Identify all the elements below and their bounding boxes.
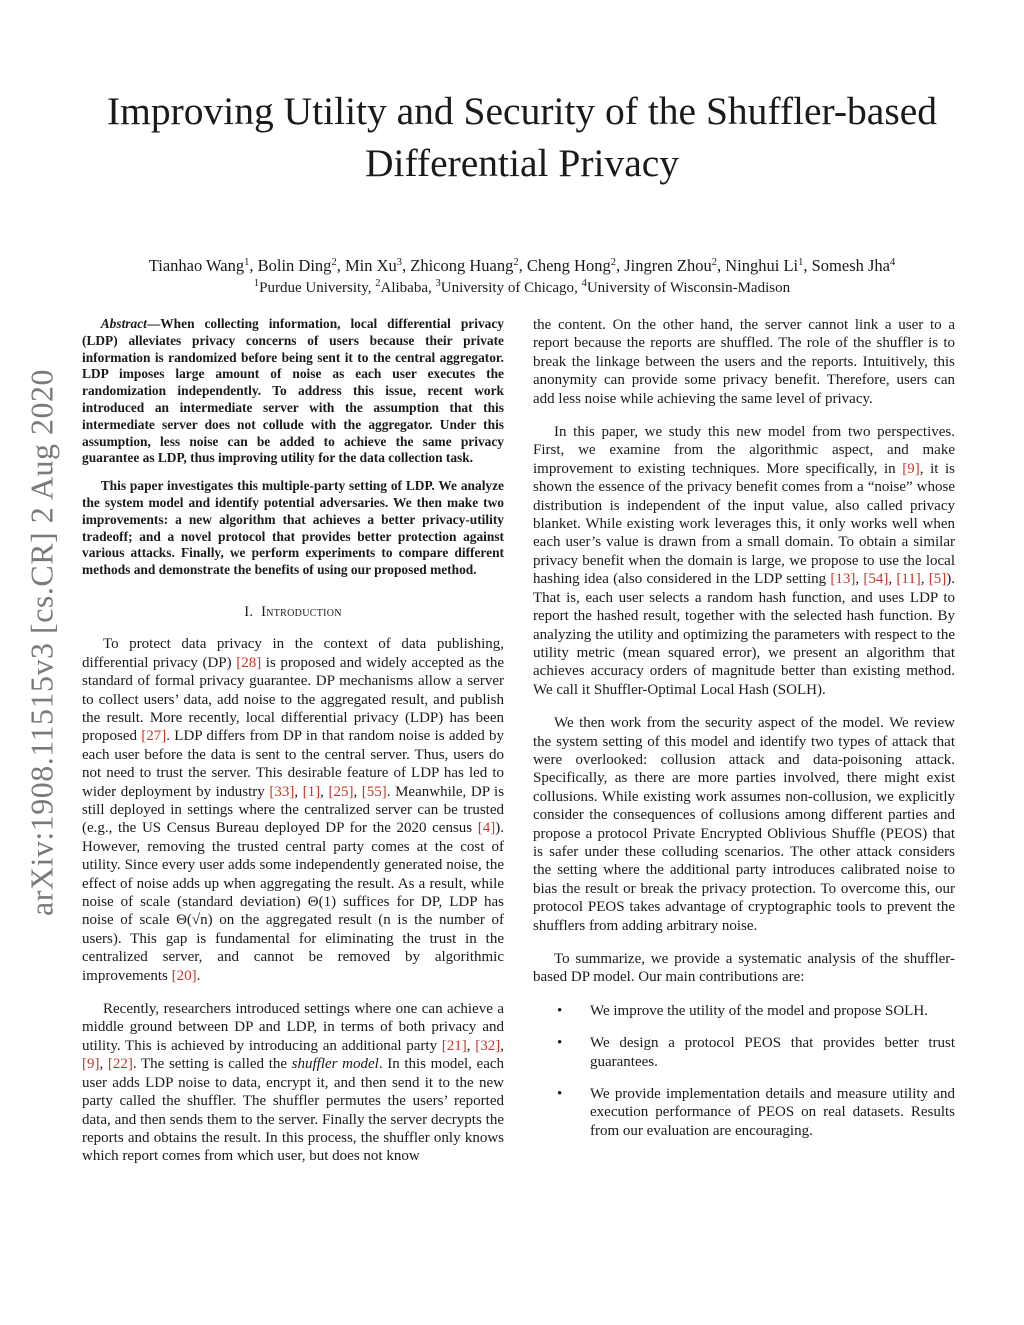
affiliation: $^4$University of Wisconsin-Madison	[581, 278, 791, 296]
intro-paragraph-1: To protect data privacy in the context of data publishing, differential privacy (DP) [28] is proposed and widely accepted as the standard of formal privacy guarantee. DP mechanisms allow a server to collect users’ data, add noise to the aggregated result, and publish the result. More recently, local differential privacy (LDP) has been proposed [27]. LDP differs from DP in that random noise is added by each user before the data is sent to the central server. Thus, users do not need to trust the server. This desirable feature of LDP has led to wider deployment by industry [33], [1], [25], [55]. Meanwhile, DP is still deployed in settings where the centralized server can be trusted (e.g., the US Census Bureau deployed DP for the 2020 census [4]). However, removing the trusted central party comes at the cost of utility. Since every user adds some independently generated noise, the effect of noise adds up when aggregating the result. As a result, while noise of scale (standard deviation) Θ(1) suffices for DP, LDP has noise of scale Θ(√n) on the aggregated result (n is the number of users). This gap is fundamental for eliminating the trust in the centralized server, and cannot be removed by algorithmic improvements [20].	[82, 636, 505, 984]
list-item: • We provide implementation details and measure utility and execution performance of PEOS on real datasets. Results from our evaluation are encouraging.	[533, 1085, 955, 1140]
paper-title: Improving Utility and Security of the Shuffler-based Differential Privacy	[106, 89, 937, 185]
list-item: • We improve the utility of the model and propose SOLH.	[533, 1002, 955, 1020]
section-heading: I. Introduction	[244, 603, 342, 620]
citation-link[interactable]: [25]	[328, 783, 354, 800]
affiliation: $^3$University of Chicago	[435, 278, 575, 296]
citation-link[interactable]: [21]	[441, 1037, 467, 1054]
citation-link[interactable]: [9]	[902, 460, 920, 477]
author: Min Xu$^3$	[344, 256, 402, 275]
left-column	[82, 316, 504, 1166]
list-item: • We design a protocol PEOS that provides better trust guarantees.	[533, 1034, 955, 1071]
body-paragraph: We then work from the security aspect of the model. We review the system setting of this model and identify two types of attack that were overlooked: collusion attack and data-poisoning attack. Specifically, as there are more parties involved, there might exist collusions. While existing work assumes non-collusion, we explicitly consider the consequences of collusions among different parties and propose a protocol Private Encrypted Oblivious Shuffle (PEOS) that is safer under these colluding scenarios. The other attack considers the setting where the additional party introduces calibrated noise to bias the result or break the privacy protection. To overcome this, our protocol PEOS takes advantage of cryptographic tools to prevent the shufflers from adding arbitrary noise.	[533, 715, 955, 934]
citation-link[interactable]: [28]	[236, 654, 262, 671]
citation-link[interactable]: [27]	[141, 728, 167, 745]
author: Bolin Ding$^2$	[257, 256, 337, 275]
affiliation: $^1$Purdue University	[253, 278, 368, 296]
citation-link[interactable]: [22]	[107, 1056, 133, 1073]
citation-link[interactable]: [54]	[863, 571, 889, 588]
author: Cheng Hong$^2$	[526, 256, 616, 275]
citation-link[interactable]: [32]	[475, 1037, 501, 1054]
citation-link[interactable]: [11]	[896, 571, 921, 588]
contribution-list	[533, 1002, 955, 1140]
citation-link[interactable]: [9]	[82, 1056, 100, 1073]
abstract-paragraph-1: Abstract—When collecting information, local differential privacy (LDP) alleviates privacy concerns of users because their private information is randomized before being sent it to the central aggregator. LDP imposes large amount of noise as each user executes the randomization independently. To address this issue, recent work introduced an intermediate server with the assumption that this intermediate server does not collude with the aggregator. Under this assumption, less noise can be added to achieve the same privacy guarantee as LDP, thus improving utility for the data collection task.	[82, 316, 504, 466]
affiliation-list: $^1$Purdue University, $^2$Alibaba, $^3$University of Chicago, $^4$University of Wisconsin-Madison	[253, 278, 791, 296]
author: Tianhao Wang$^1$	[148, 256, 250, 275]
citation-link[interactable]: [55]	[361, 783, 387, 800]
body-paragraph: In this paper, we study this new model from two perspectives. First, we examine from the algorithmic aspect, and make improvement to existing techniques. More specifically, in [9], it is shown the essence of the privacy benefit comes from a “noise” whose distribution is independent of the input value, also called privacy blanket. While existing work leverages this, it only works well when each user’s value is drawn from a small domain. To obtain a similar privacy benefit when the domain is large, we propose to use the local hashing idea (also considered in the LDP setting [13], [54], [11], [5]). That is, each user selects a random hash function, and uses LDP to report the hashed result, together with the selected hash function. By analyzing the utility and optimizing the parameters with respect to the utility metric (mean squared error), we present an algorithm that achieves accuracy orders of magnitude better than existing method. We call it Shuffler-Optimal Local Hash (SOLH).	[533, 424, 956, 698]
arxiv-stamp: arXiv:1908.11515v3 [cs.CR] 2 Aug 2020	[23, 368, 60, 917]
citation-link[interactable]: [5]	[928, 571, 947, 588]
body-paragraph: To summarize, we provide a systematic analysis of the shuffler-based DP model. Our main contributions are:	[533, 951, 955, 986]
abstract-label: Abstract	[100, 316, 147, 331]
author: Ninghui Li$^1$	[725, 256, 804, 275]
body-paragraph: the content. On the other hand, the server cannot link a user to a report because the reports are shuffled. The role of the shuffler is to break the linkage between the users and the reports. Intuitively, this anonymity can provide some privacy benefit. Therefore, users can add less noise while achieving the same level of privacy.	[533, 317, 955, 407]
author: Jingren Zhou$^2$	[624, 256, 717, 275]
citation-link[interactable]: [33]	[269, 783, 295, 800]
abstract-paragraph-2: This paper investigates this multiple-party setting of LDP. We analyze the system model and identify potential adversaries. We then make two improvements: a new algorithm that achieves a better privacy-utility tradeoff; and a novel protocol that provides better protection against various attacks. Finally, we perform experiments to compare different methods and demonstrate the benefits of using our proposed method.	[82, 478, 504, 578]
affiliation: $^2$Alibaba	[375, 278, 428, 296]
author-list: Tianhao Wang$^1$, Bolin Ding$^2$, Min Xu$^3$, Zhicong Huang$^2$, Cheng Hong$^2$, Jingren Zhou$^2$, Ninghui Li$^1$, Somesh Jha$^4$	[148, 256, 896, 275]
right-column	[533, 316, 955, 1154]
intro-paragraph-2: Recently, researchers introduced settings where one can achieve a middle ground between DP and LDP, in terms of both privacy and utility. This is achieved by introducing an additional party [21], [32], [9], [22]. The setting is called the shuffler model. In this model, each user adds LDP noise to data, encrypt it, and then send it to the new party called the shuffler. The shuffler permutes the users’ reported data, and then sends them to the server. Finally the server decrypts the reports and obtains the result. In this process, the shuffler only knows which report comes from which user, but does not know	[82, 1001, 505, 1165]
author: Zhicong Huang$^2$	[410, 256, 519, 275]
citation-link[interactable]: [20]	[171, 967, 197, 984]
citation-link[interactable]: [13]	[830, 571, 856, 588]
citation-link[interactable]: [1]	[302, 783, 321, 800]
citation-link[interactable]: [4]	[477, 820, 496, 837]
author: Somesh Jha$^4$	[811, 256, 896, 275]
